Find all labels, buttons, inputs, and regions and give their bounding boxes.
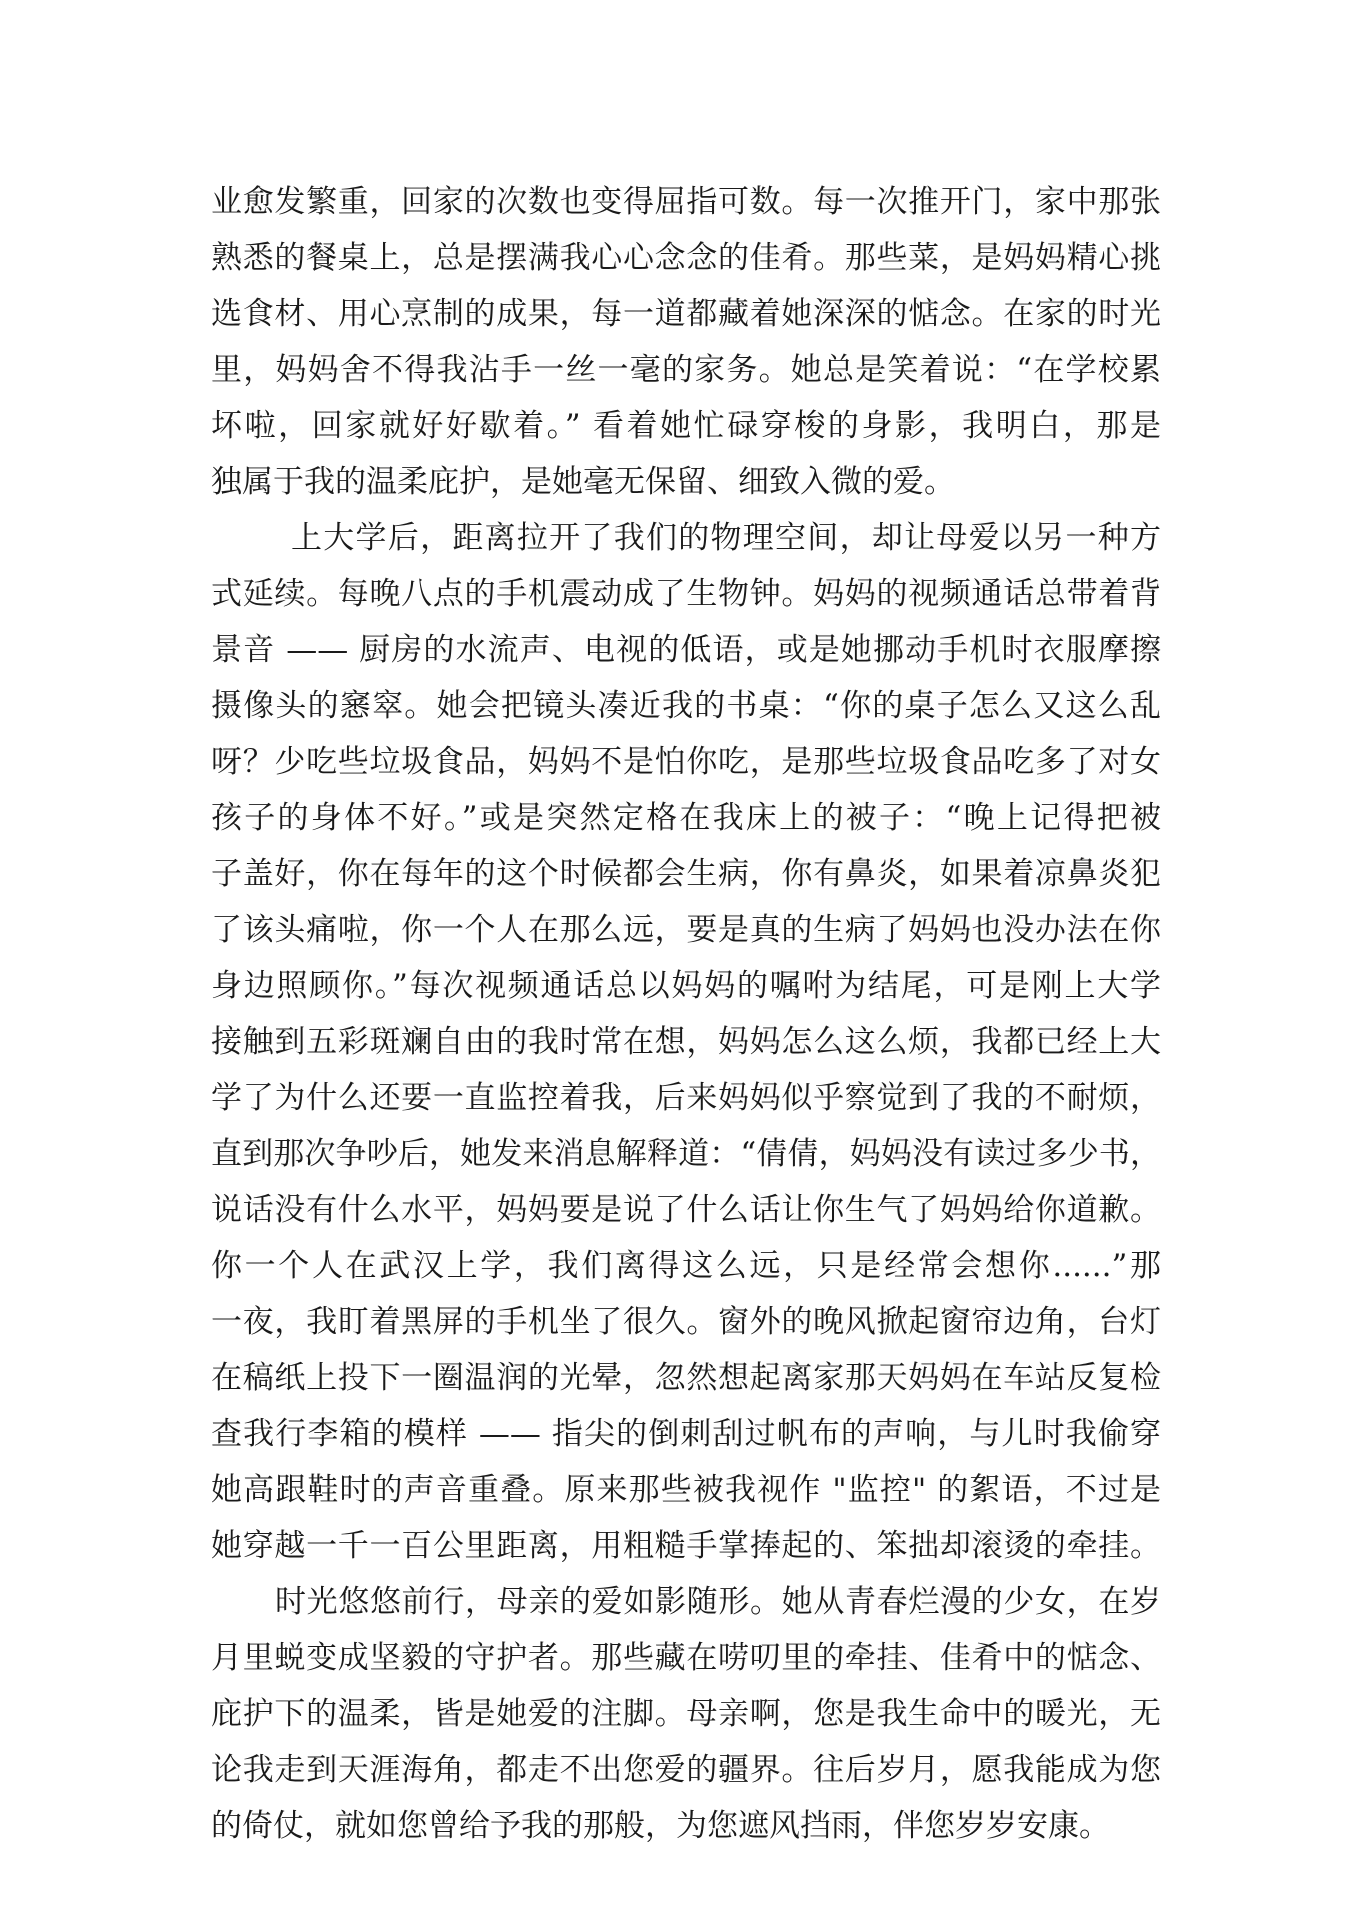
text-line: 查我行李箱的模样 —— 指尖的倒刺刮过帆布的声响，与儿时我偷穿 [211,1416,1161,1452]
text-line: 子盖好，你在每年的这个时候都会生病，你有鼻炎，如果着凉鼻炎犯 [211,856,1161,892]
text-line: 论我走到天涯海角，都走不出您爱的疆界。往后岁月，愿我能成为您 [211,1752,1161,1788]
text-line: 时光悠悠前行，母亲的爱如影随形。她从青春烂漫的少女，在岁 [275,1584,1161,1620]
text-line: 直到那次争吵后，她发来消息解释道：“倩倩，妈妈没有读过多少书， [211,1136,1161,1172]
text-line: 式延续。每晚八点的手机震动成了生物钟。妈妈的视频通话总带着背 [211,576,1161,612]
text-line: 熟悉的餐桌上，总是摆满我心心念念的佳肴。那些菜，是妈妈精心挑 [211,240,1161,276]
text-line: 学了为什么还要一直监控着我，后来妈妈似乎察觉到了我的不耐烦， [211,1080,1161,1116]
text-line: 摄像头的窸窣。她会把镜头凑近我的书桌：“你的桌子怎么又这么乱 [211,688,1161,724]
text-line: 她高跟鞋时的声音重叠。原来那些被我视作 "监控" 的絮语，不过是 [211,1472,1161,1508]
text-line: 选食材、用心烹制的成果，每一道都藏着她深深的惦念。在家的时光 [211,296,1161,332]
text-line: 接触到五彩斑斓自由的我时常在想，妈妈怎么这么烦，我都已经上大 [211,1024,1161,1060]
text-line: 一夜，我盯着黑屏的手机坐了很久。窗外的晚风掀起窗帘边角，台灯 [211,1304,1161,1340]
text-line: 独属于我的温柔庇护，是她毫无保留、细致入微的爱。 [211,464,955,500]
text-line: 上大学后，距离拉开了我们的物理空间，却让母爱以另一种方 [291,520,1161,556]
text-line: 呀？少吃些垃圾食品，妈妈不是怕你吃，是那些垃圾食品吃多了对女 [211,744,1161,780]
text-line: 她穿越一千一百公里距离，用粗糙手掌捧起的、笨拙却滚烫的牵挂。 [211,1528,1161,1564]
essay-body [211,174,1161,1854]
text-line: 的倚仗，就如您曾给予我的那般，为您遮风挡雨，伴您岁岁安康。 [211,1808,1110,1844]
text-line: 身边照顾你。”每次视频通话总以妈妈的嘱咐为结尾，可是刚上大学 [211,968,1161,1004]
text-line: 你一个人在武汉上学，我们离得这么远，只是经常会想你......”那 [211,1248,1161,1284]
text-line: 里，妈妈舍不得我沾手一丝一毫的家务。她总是笑着说：“在学校累 [211,352,1161,388]
text-line: 了该头痛啦，你一个人在那么远，要是真的生病了妈妈也没办法在你 [211,912,1161,948]
text-line: 月里蜕变成坚毅的守护者。那些藏在唠叨里的牵挂、佳肴中的惦念、 [211,1640,1161,1676]
text-line: 景音 —— 厨房的水流声、电视的低语，或是她挪动手机时衣服摩擦 [211,632,1161,668]
text-line: 说话没有什么水平，妈妈要是说了什么话让你生气了妈妈给你道歉。 [211,1192,1161,1228]
text-line: 坏啦，回家就好好歇着。” 看着她忙碌穿梭的身影，我明白，那是 [211,408,1161,444]
text-line: 在稿纸上投下一圈温润的光晕，忽然想起离家那天妈妈在车站反复检 [211,1360,1161,1396]
text-line: 孩子的身体不好。”或是突然定格在我床上的被子：“晚上记得把被 [211,800,1161,836]
text-line: 庇护下的温柔，皆是她爱的注脚。母亲啊，您是我生命中的暖光，无 [211,1696,1161,1732]
text-line: 业愈发繁重，回家的次数也变得屈指可数。每一次推开门，家中那张 [211,184,1161,220]
